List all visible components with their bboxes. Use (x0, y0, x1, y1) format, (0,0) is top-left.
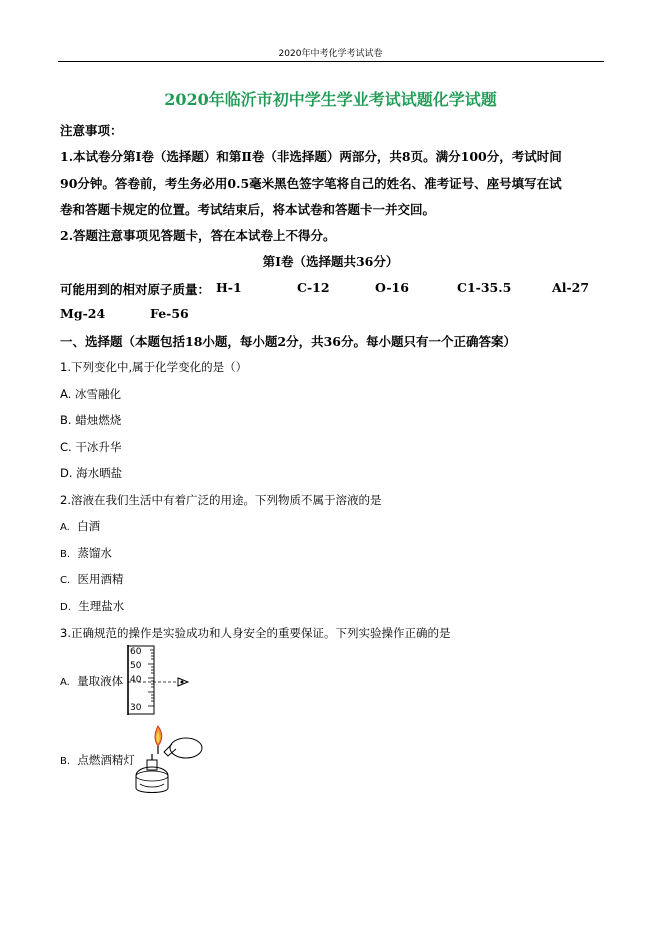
q1-option-b (60, 412, 121, 428)
option-letter: B. (60, 413, 72, 427)
option-text: 量取液体 (77, 674, 124, 688)
cylinder-tick-marks (148, 650, 154, 706)
option-text: 白酒 (77, 519, 101, 533)
notice-line-3: 卷和答题卡规定的位置。考试结束后，将本试卷和答题卡一并交回。 (60, 202, 436, 217)
option-text: 蒸馏水 (77, 546, 112, 560)
q2-option-c (60, 571, 123, 587)
option-letter: C. (60, 575, 71, 586)
part1-heading: 第Ⅰ卷（选择题共36分） (262, 254, 399, 269)
cylinder-tick-30: 30 (130, 703, 142, 713)
atomic-mass-cl: C1-35.5 (457, 280, 512, 295)
cylinder-tick-50: 50 (130, 661, 142, 671)
atomic-mass-c: C-12 (297, 280, 330, 295)
q1-option-a (60, 386, 121, 402)
q2-option-a (60, 518, 100, 534)
q1-stem: 1.下列变化中,属于化学变化的是（） (60, 360, 248, 374)
option-text: 医用酒精 (77, 572, 124, 586)
option-letter: B. (60, 756, 71, 767)
q1-option-c (60, 439, 121, 455)
atomic-mass-o: O-16 (375, 280, 409, 295)
option-text: 干冰升华 (75, 440, 122, 454)
paper-title: 2020年临沂市初中学生学业考试试题化学试题 (164, 90, 497, 109)
option-letter: D. (60, 466, 73, 480)
section1-heading: 一、选择题（本题包括18小题，每小题2分，共36分。每小题只有一个正确答案） (60, 334, 516, 349)
q2-option-b (60, 545, 112, 561)
lamp-neck (147, 760, 157, 770)
q1-option-d (60, 465, 122, 481)
notice-line-1: 1.本试卷分第Ⅰ卷（选择题）和第Ⅱ卷（非选择题）两部分，共8页。满分100分，考试时间 (60, 149, 562, 164)
atomic-mass-h: H-1 (216, 280, 242, 295)
lamp-liquid-level (140, 784, 164, 787)
atomic-mass-label: 可能用到的相对原子质量： (60, 282, 211, 297)
option-text: 生理盐水 (78, 599, 125, 613)
q3-option-b (60, 752, 135, 768)
cylinder-tick-60: 60 (130, 647, 142, 657)
atomic-mass-fe: Fe-56 (150, 306, 189, 321)
q3-option-a (60, 673, 123, 689)
option-text: 点燃酒精灯 (77, 753, 135, 767)
option-text: 海水晒盐 (76, 466, 123, 480)
notice-line-4: 2.答题注意事项见答题卡，答在本试卷上不得分。 (60, 228, 336, 243)
header-rule (58, 61, 604, 62)
graduated-cylinder-figure (120, 644, 200, 716)
option-letter: A. (60, 677, 70, 688)
notice-line-2: 90分钟。答卷前，考生务必用0.5毫米黑色签字笔将自己的姓名、准考证号、座号填写在试 (60, 176, 562, 191)
running-header: 2020年中考化学考试试卷 (278, 49, 383, 59)
notice-heading: 注意事项： (60, 123, 123, 138)
option-letter: D. (60, 602, 71, 613)
tilted-lamp-body (170, 738, 202, 758)
atomic-mass-al: Al-27 (552, 280, 590, 295)
option-letter: A. (60, 387, 72, 401)
option-letter: A. (60, 522, 70, 533)
option-text: 冰雪融化 (74, 387, 121, 401)
q3-stem: 3.正确规范的操作是实验成功和人身安全的重要保证。下列实验操作正确的是 (60, 626, 451, 640)
eye-pupil-icon (181, 681, 184, 684)
q2-option-d (60, 598, 124, 614)
option-text: 蜡烛燃烧 (75, 413, 122, 427)
lamp-shoulder (136, 771, 168, 781)
q2-stem: 2.溶液在我们生活中有着广泛的用途。下列物质不属于溶液的是 (60, 493, 382, 507)
atomic-mass-mg: Mg-24 (60, 306, 106, 321)
option-letter: C. (60, 440, 72, 454)
option-letter: B. (60, 549, 71, 560)
alcohol-lamp-figure (128, 722, 210, 798)
cylinder-tick-40: 40 (130, 675, 142, 685)
